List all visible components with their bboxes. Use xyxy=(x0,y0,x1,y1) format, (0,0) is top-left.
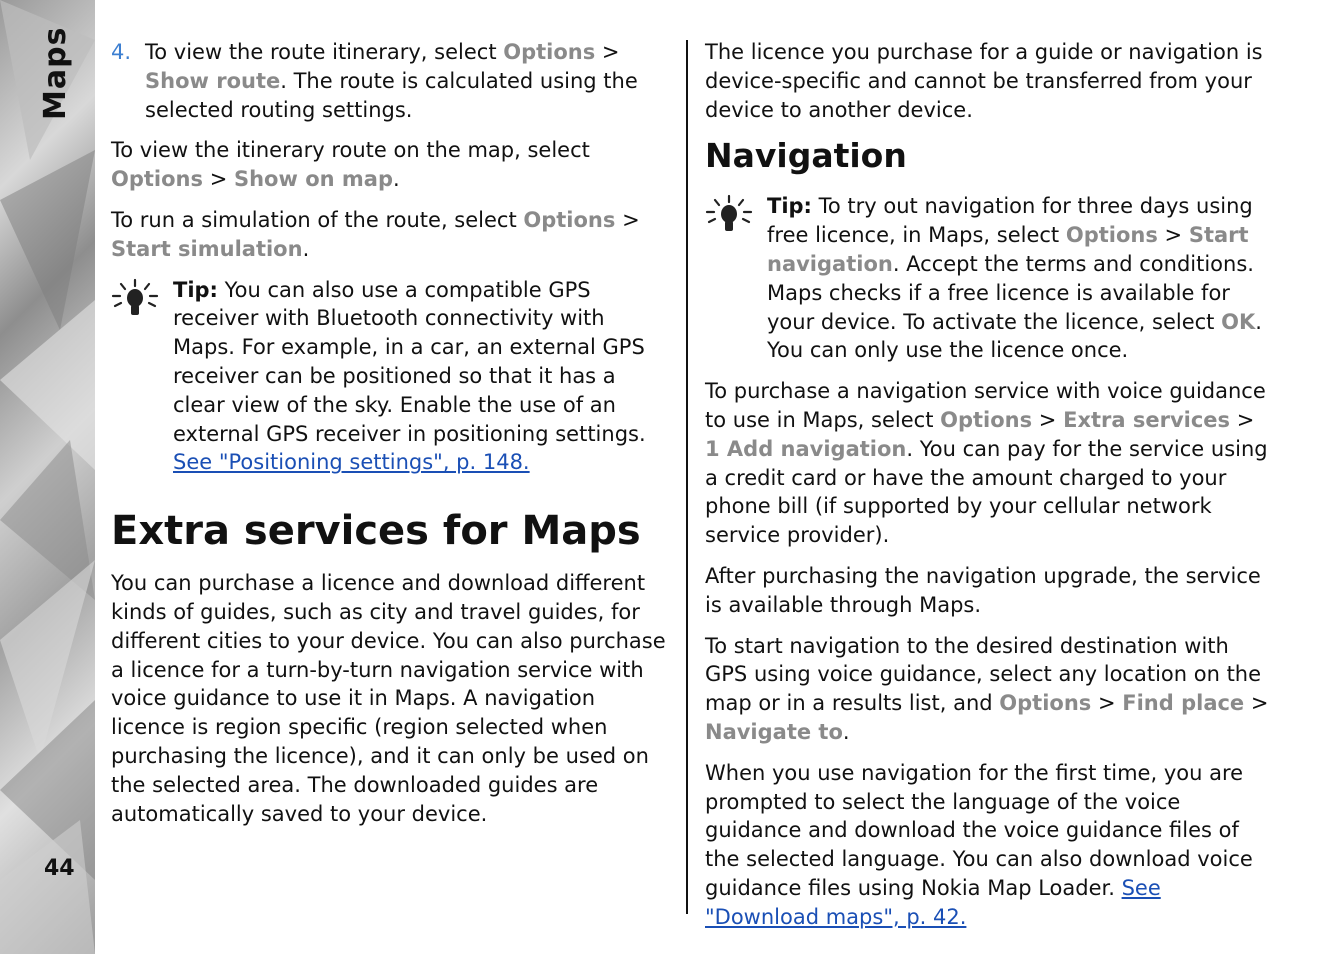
tip-gps-receiver xyxy=(111,276,673,478)
paragraph-licence: The licence you purchase for a guide or navigation is device-specific and cannot be transferred from your device to another device. xyxy=(705,40,1263,122)
extra-services-heading: Extra services for Maps xyxy=(111,508,641,555)
lightbulb-icon xyxy=(705,192,767,365)
left-column xyxy=(111,38,673,840)
lightbulb-icon xyxy=(111,276,173,478)
show-route-label: Show route xyxy=(145,68,281,93)
paragraph-purchase-navigation: To purchase a navigation service with voice guidance to use in Maps, select Options > Extra services > 1 Add navigation. You can pay for the service using a credit card or have the amount charged to your phone bill (if supported by your cellular network service provider). xyxy=(705,379,1268,548)
step-text: To view the route itinerary, select Options > Show route. The route is calculated using the selected routing settings. xyxy=(145,40,638,122)
navigation-heading: Navigation xyxy=(705,136,907,176)
step-4 xyxy=(111,38,673,124)
section-title: Maps xyxy=(38,26,73,120)
paragraph-extra-services: You can purchase a licence and download different kinds of guides, such as city and travel guides, for different cities to your device. You can also purchase a licence for a turn-by-turn navigation service with voice guidance to use it in Maps. A navigation licence is region specific (region selected when purchasing the licence), and it can only be used on the selected area. The downloaded guides are automatically saved to your device. xyxy=(111,571,666,826)
right-column xyxy=(705,38,1270,944)
paragraph-after-purchase: After purchasing the navigation upgrade, the service is available through Maps. xyxy=(705,563,1261,617)
tip-free-navigation xyxy=(705,192,1270,365)
paragraph-start-navigation: To start navigation to the desired destination with GPS using voice guidance, select any location on the map or in a results list, and Options > Find place > Navigate to. xyxy=(705,633,1269,744)
paragraph-first-time: When you use navigation for the first time, you are prompted to select the language of the voice guidance and download the voice guidance files of the selected language. You can also download voice guidance files using Nokia Map Loader. See "Download maps", p. 42. xyxy=(705,760,1253,929)
sidebar-pattern xyxy=(0,0,95,954)
page-number: 44 xyxy=(44,856,75,881)
paragraph-simulation: To run a simulation of the route, select Options > Start simulation. xyxy=(111,207,640,261)
paragraph-show-on-map: To view the itinerary route on the map, select Options > Show on map. xyxy=(111,138,590,192)
options-menu-label: Options xyxy=(503,40,596,64)
sidebar xyxy=(0,0,95,954)
tip-text: Tip: You can also use a compatible GPS receiver with Bluetooth connectivity with Maps. For example, in a car, an external GPS receiver can be positioned so that it has a clear view of the sky. Enable the use of an external GPS receiver in positioning settings. See "Positioning settings", p. 148. xyxy=(173,277,646,475)
step-number: 4. xyxy=(111,40,132,64)
column-divider xyxy=(686,40,688,914)
tip-text: Tip: To try out navigation for three days using free licence, in Maps, select Options > Start navigation. Accept the terms and conditions. Maps checks if a free licence is available for your device. To activate the licence, select OK. You can only use the licence once. xyxy=(767,194,1262,363)
positioning-settings-link[interactable]: See "Positioning settings", p. 148. xyxy=(173,450,530,475)
download-maps-link[interactable]: See "Download maps", p. 42. xyxy=(705,875,1161,929)
